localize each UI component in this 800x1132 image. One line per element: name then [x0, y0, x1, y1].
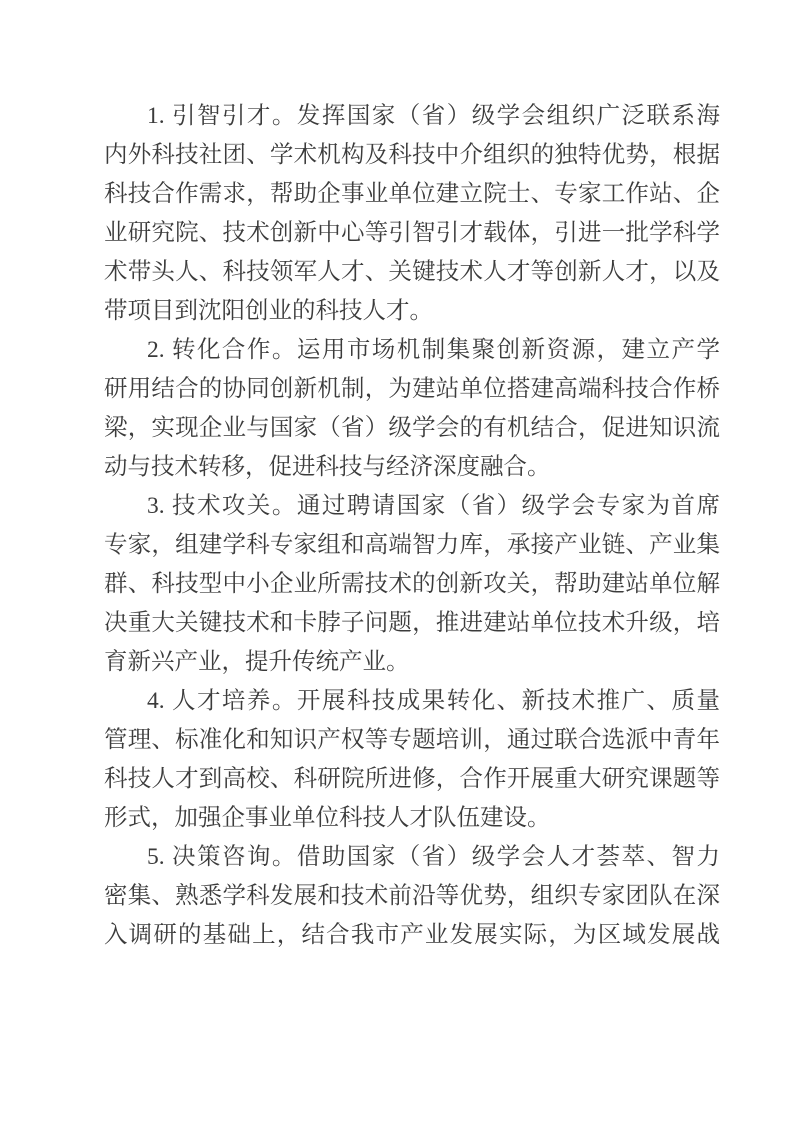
text-line: 群、科技型中小企业所需技术的创新攻关，帮助建站单位解 [104, 571, 720, 597]
text-line: 带项目到沈阳创业的科技人才。 [104, 298, 433, 324]
text-line: 1. 引智引才。发挥国家（省）级学会组织广泛联系海 [147, 103, 720, 129]
paragraph-2 [104, 331, 720, 487]
text-line: 3. 技术攻关。通过聘请国家（省）级学会专家为首席 [147, 493, 720, 519]
text-line: 育新兴产业，提升传统产业。 [104, 649, 410, 675]
text-line: 业研究院、技术创新中心等引智引才载体，引进一批学科学 [104, 220, 720, 246]
text-line: 梁，实现企业与国家（省）级学会的有机结合，促进知识流 [104, 415, 720, 441]
text-line: 内外科技社团、学术机构及科技中介组织的独特优势，根据 [104, 142, 720, 168]
text-line: 形式，加强企事业单位科技人才队伍建设。 [104, 805, 551, 831]
text-line: 研用结合的协同创新机制，为建站单位搭建高端科技合作桥 [104, 376, 720, 402]
paragraph-4 [104, 682, 720, 838]
text-line: 密集、熟悉学科发展和技术前沿等优势，组织专家团队在深 [104, 883, 720, 909]
document-text-block [104, 97, 720, 955]
paragraph-1 [104, 97, 720, 331]
text-line: 专家，组建学科专家组和高端智力库，承接产业链、产业集 [104, 532, 720, 558]
text-line: 科技合作需求，帮助企事业单位建立院士、专家工作站、企 [104, 181, 720, 207]
text-line: 科技人才到高校、科研院所进修，合作开展重大研究课题等 [104, 766, 720, 792]
text-line: 2. 转化合作。运用市场机制集聚创新资源，建立产学 [147, 337, 720, 363]
text-line: 入调研的基础上，结合我市产业发展实际，为区域发展战 [104, 922, 720, 948]
paragraph-3 [104, 487, 720, 682]
text-line: 决重大关键技术和卡脖子问题，推进建站单位技术升级，培 [104, 610, 720, 636]
text-line: 4. 人才培养。开展科技成果转化、新技术推广、质量 [147, 688, 720, 714]
text-line: 动与技术转移，促进科技与经济深度融合。 [104, 454, 551, 480]
text-line: 5. 决策咨询。借助国家（省）级学会人才荟萃、智力 [147, 844, 720, 870]
text-line: 管理、标准化和知识产权等专题培训，通过联合选派中青年 [104, 727, 720, 753]
text-line: 术带头人、科技领军人才、关键技术人才等创新人才，以及 [104, 259, 720, 285]
paragraph-5 [104, 838, 720, 955]
